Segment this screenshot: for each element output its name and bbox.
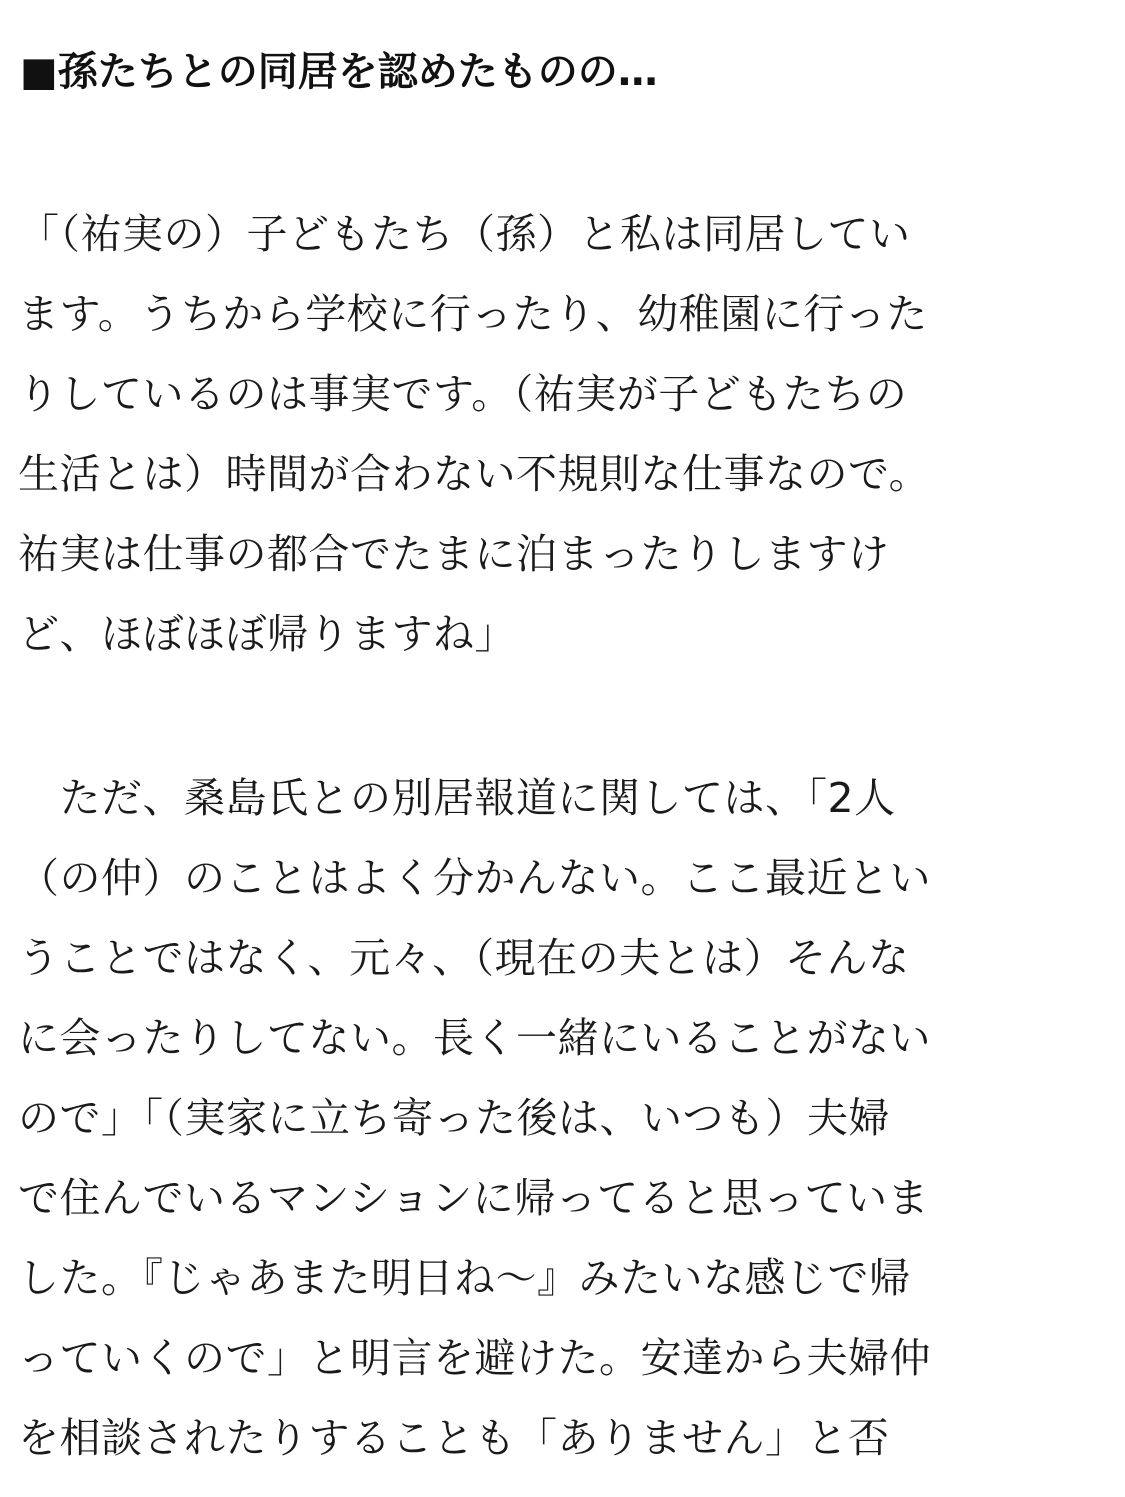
text-line: した。『じゃあまた明日ね〜』みたいな感じで帰 <box>18 1254 911 1302</box>
text-line: ます。うちから学校に行ったり、幼稚園に行った <box>18 290 928 338</box>
section-heading: ■孫たちとの同居を認めたものの… <box>20 49 658 95</box>
text-line: 祐実は仕事の都合でたまに泊まったりしますけ <box>18 530 890 578</box>
text-line: ただ、桑島氏との別居報道に関しては、「2人 <box>18 774 896 822</box>
text-line: うことではなく、元々、（現在の夫とは）そんな <box>18 934 910 982</box>
text-line: （の仲）のことはよく分かんない。ここ最近とい <box>18 854 931 902</box>
text-line: っていくので」と明言を避けた。安達から夫婦仲 <box>18 1334 931 1382</box>
text-line: りしているのは事実です。（祐実が子どもたちの <box>18 370 908 418</box>
text-line: に会ったりしてない。長く一緒にいることがない <box>18 1014 931 1062</box>
text-line: ので」「（実家に立ち寄った後は、いつも）夫婦 <box>18 1094 890 1142</box>
text-line: 「（祐実の）子どもたち（孫）と私は同居してい <box>18 210 911 258</box>
text-line: を相談されたりすることも「ありません」と否 <box>18 1414 890 1462</box>
text-line: で住んでいるマンションに帰ってると思っていま <box>18 1174 930 1222</box>
text-line: ど、ほぼほぼ帰りますね」 <box>18 610 516 658</box>
text-line: 生活とは）時間が合わない不規則な仕事なので。 <box>18 450 931 498</box>
